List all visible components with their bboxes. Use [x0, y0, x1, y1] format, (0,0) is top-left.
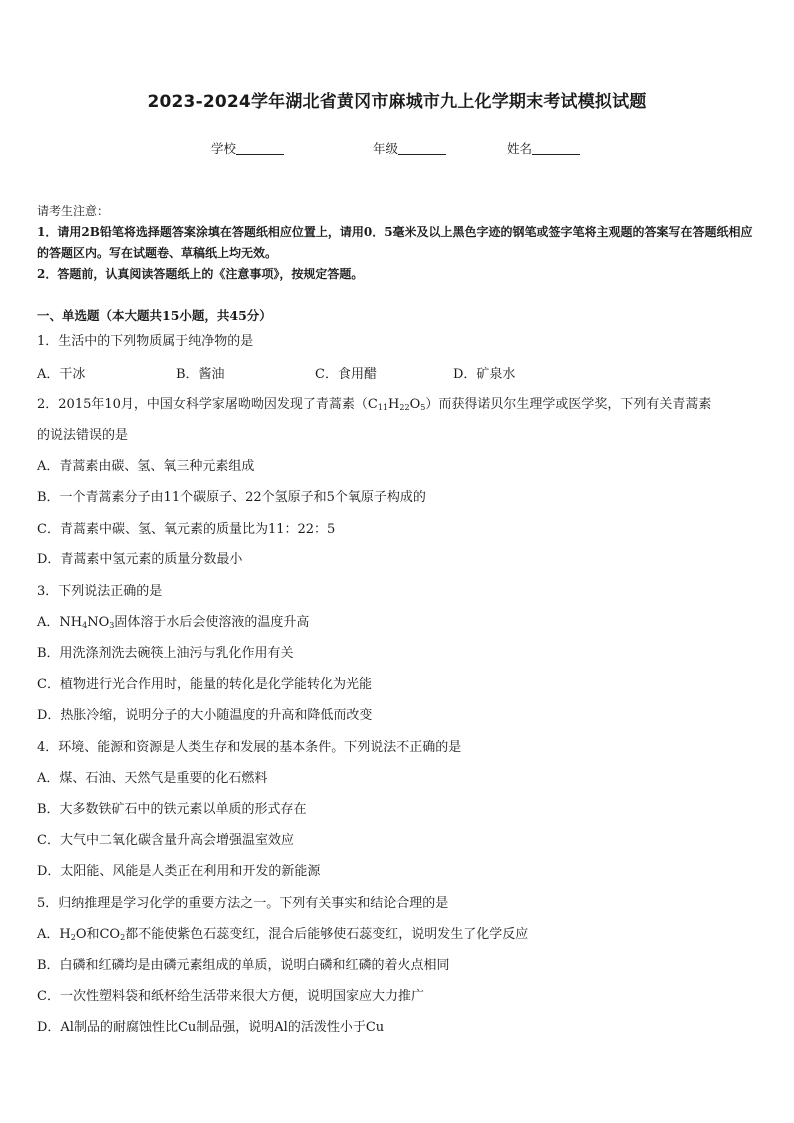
q3-option-c: C．植物进行光合作用时，能量的转化是化学能转化为光能: [37, 677, 372, 692]
formula-h: H: [388, 397, 400, 412]
q1-option-d: D．矿泉水: [453, 367, 516, 382]
q3-option-b: B．用洗涤剂洗去碗筷上油污与乳化作用有关: [37, 646, 294, 661]
q5-a-sub-1: 2: [70, 933, 76, 942]
q2-option-a: A．青蒿素由碳、氢、氧三种元素组成: [37, 459, 255, 474]
q1-option-c: C．食用醋: [315, 367, 377, 382]
q5-stem: 5．归纳推理是学习化学的重要方法之一。下列有关事实和结论合理的是: [37, 896, 449, 911]
q4-option-b: B．大多数铁矿石中的铁元素以单质的形式存在: [37, 802, 307, 817]
q5-option-b: B．白磷和红磷均是由磷元素组成的单质，说明白磷和红磷的着火点相同: [37, 958, 450, 973]
q5-a-mid: O和CO: [75, 927, 121, 942]
formula-o-count: 5: [420, 403, 426, 412]
section-heading: 一、单选题（本大题共15小题，共45分）: [37, 308, 272, 323]
q1-option-a: A．干冰: [37, 367, 86, 382]
q5-a-sub-2: 2: [120, 933, 126, 942]
q5-a-pre: A．H: [37, 927, 71, 942]
school-blank[interactable]: [236, 142, 284, 155]
q2-stem-pre: 2．2015年10月，中国女科学家屠呦呦因发现了青蒿素（: [37, 397, 368, 412]
name-field[interactable]: [507, 139, 580, 157]
q5-option-a: [37, 925, 528, 945]
name-label: 姓名: [507, 141, 533, 156]
name-blank[interactable]: [532, 142, 580, 155]
grade-label: 年级: [373, 141, 399, 156]
formula-h-count: 22: [399, 403, 410, 412]
q5-a-post: 都不能使紫色石蕊变红，混合后能够使石蕊变红，说明发生了化学反应: [125, 927, 529, 942]
q4-option-c: C．大气中二氧化碳含量升高会增强温室效应: [37, 833, 294, 848]
q4-option-d: D．太阳能、风能是人类正在利用和开发的新能源: [37, 864, 321, 879]
q2-stem-line2: 的说法错误的是: [37, 428, 129, 443]
q3-a-sub-1: 4: [82, 621, 88, 630]
q3-a-sub-2: 3: [109, 621, 115, 630]
notice-item-1: 1．请用2B铅笔将选择题答案涂填在答题纸相应位置上，请用0．5毫米及以上黑色字迹的钢笔或签字笔将主观题的答案写在答题纸相应的答题区内。写在试题卷、草稿纸上均无效。: [37, 225, 753, 260]
q1-option-b: B．酱油: [176, 367, 225, 382]
q3-a-pre: A．NH: [37, 615, 83, 630]
school-label: 学校: [211, 141, 237, 156]
q3-a-post: 固体溶于水后会使溶液的温度升高: [114, 615, 310, 630]
q2-stem: [37, 395, 711, 415]
q2-stem-post: ）而获得诺贝尔生理学或医学奖，下列有关青蒿素: [425, 397, 712, 412]
q3-option-d: D．热胀冷缩，说明分子的大小随温度的升高和降低而改变: [37, 708, 373, 723]
school-field[interactable]: [211, 139, 284, 157]
q2-option-c: C．青蒿素中碳、氢、氧元素的质量比为11：22：5: [37, 522, 336, 537]
grade-field[interactable]: [373, 139, 446, 157]
q5-option-c: C．一次性塑料袋和纸杯给生活带来很大方便，说明国家应大力推广: [37, 989, 424, 1004]
q4-option-a: A．煤、石油、天然气是重要的化石燃料: [37, 771, 268, 786]
q5-option-d: D．Al制品的耐腐蚀性比Cu制品强，说明Al的活泼性小于Cu: [37, 1020, 385, 1035]
notice-block: [37, 201, 762, 285]
exam-title: 2023-2024学年湖北省黄冈市麻城市九上化学期末考试模拟试题: [147, 92, 647, 112]
notice-heading: 请考生注意：: [37, 204, 110, 218]
notice-item-2: 2．答题前，认真阅读答题纸上的《注意事项》，按规定答题。: [37, 267, 364, 281]
formula-c-count: 11: [377, 403, 389, 412]
q1-stem: 1．生活中的下列物质属于纯净物的是: [37, 334, 254, 349]
grade-blank[interactable]: [398, 142, 446, 155]
student-info-row: [0, 139, 794, 159]
formula-o: O: [409, 397, 421, 412]
formula-c: C: [367, 397, 378, 412]
q2-option-b: B．一个青蒿素分子由11个碳原子、22个氢原子和5个氧原子构成的: [37, 490, 426, 505]
q3-stem: 3．下列说法正确的是: [37, 584, 163, 599]
q3-option-a: [37, 613, 309, 633]
q3-a-mid: NO: [87, 615, 110, 630]
q2-option-d: D．青蒿素中氢元素的质量分数最小: [37, 552, 243, 567]
q4-stem: 4．环境、能源和资源是人类生存和发展的基本条件。下列说法不正确的是: [37, 740, 462, 755]
